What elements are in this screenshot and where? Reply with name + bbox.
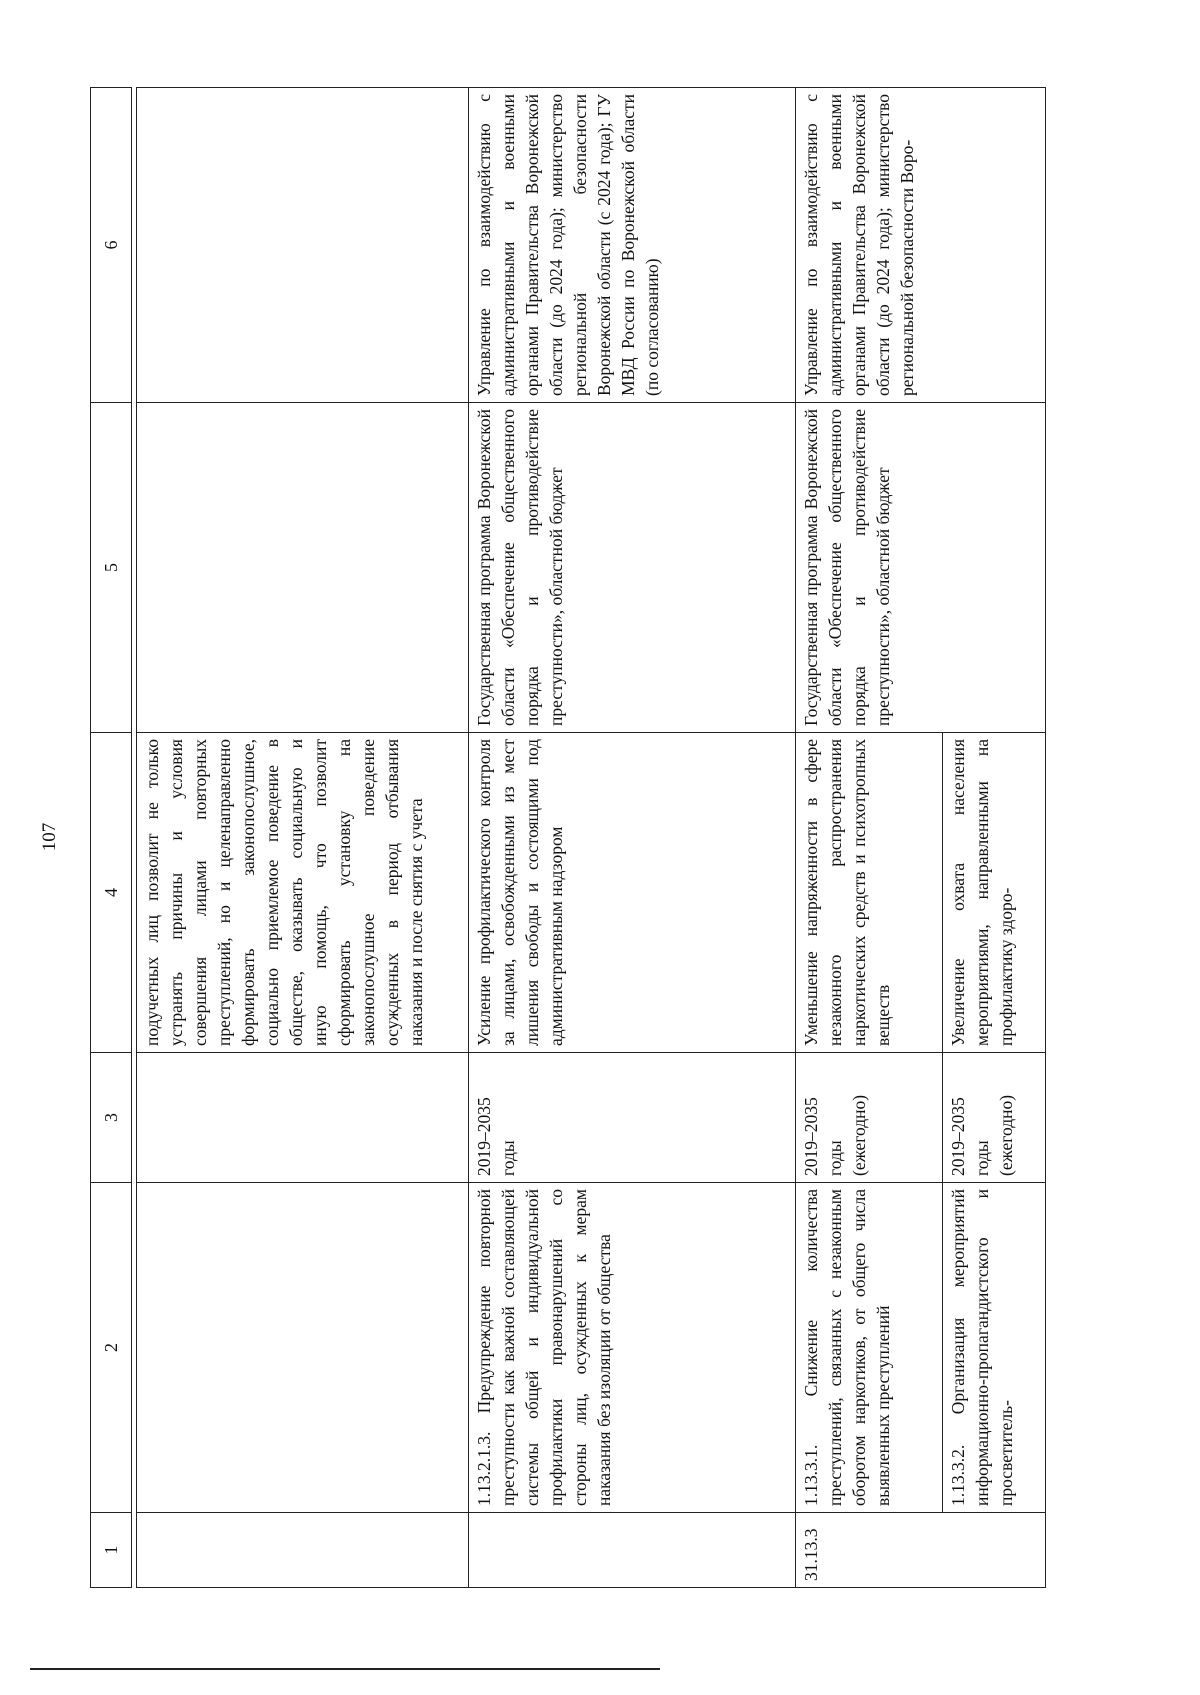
row-period: 2019–2035 годы (ежегодно) (796, 1053, 943, 1183)
table-row (469, 88, 796, 1588)
row-code: 31.13.3 (796, 1513, 1046, 1588)
column-header-4: 4 (91, 733, 132, 1053)
column-header-3: 3 (91, 1053, 132, 1183)
column-header-2: 2 (91, 1183, 132, 1513)
row-result: Увеличение охвата населения мероприятиями, направленными на профилактику здоро- (943, 733, 1046, 1053)
table-header-row (91, 88, 132, 1588)
rotated-table-wrapper (90, 88, 1090, 1588)
row-period: 2019–2035 годы (ежегодно) (943, 1053, 1046, 1183)
column-header-5: 5 (91, 403, 132, 733)
row-executor (137, 88, 469, 403)
table-row (796, 88, 943, 1588)
row-executor: Управление по взаимодействию с административными и военными органами Правительства Воронежской области (до 2024 года); министерство региональной безопасности Воронежской области (с 2024 года); ГУ МВД России по Воронежской области (по согласованию) (469, 88, 796, 403)
row-code (469, 1513, 796, 1588)
activities-table (90, 87, 1046, 1588)
page-number: 107 (39, 822, 60, 852)
row-measure: 1.13.3.1. Снижение количества преступлений, связанных с незаконным оборотом наркотиков, от общего числа выявленных преступлений (796, 1183, 943, 1513)
row-measure (137, 1183, 469, 1513)
table-row (137, 88, 469, 1588)
row-program: Государственная программа Воронежской области «Обеспечение общественного порядка и противодействие преступности», областной бюджет (796, 403, 1046, 733)
row-measure: 1.13.3.2. Организация мероприятий информационно-пропагандистского и просветитель- (943, 1183, 1046, 1513)
row-result: Уменьшение напряженности в сфере незаконного распространения наркотических средств и психотропных веществ (796, 733, 943, 1053)
row-measure: 1.13.2.1.3. Предупреждение повторной преступности как важной составляющей системы общей и индивидуальной профилактики правонарушений со стороны лиц, осужденных к мерам наказания без изоляции от общества (469, 1183, 796, 1513)
row-period: 2019–2035 годы (469, 1053, 796, 1183)
row-code (137, 1513, 469, 1588)
row-result: Усиление профилактического контроля за лицами, освобожденными из мест лишения свободы и состоящими под административным надзором (469, 733, 796, 1053)
column-header-1: 1 (91, 1513, 132, 1588)
row-program: Государственная программа Воронежской области «Обеспечение общественного порядка и противодействие преступности», областной бюджет (469, 403, 796, 733)
row-executor: Управление по взаимодействию с административными и военными органами Правительства Воронежской области (до 2024 года); министерство региональной безопасности Воро- (796, 88, 1046, 403)
column-header-6: 6 (91, 88, 132, 403)
bottom-rule-divider (30, 1668, 660, 1670)
row-period (137, 1053, 469, 1183)
row-result: подучетных лиц позволит не только устранять причины и условия совершения лицами повторных преступлений, но и целенаправленно формировать законопослушное, социально приемлемое поведение в обществе, оказывать социальную и иную помощь, что позволит сформировать установку на законопослушное поведение осужденных в период отбывания наказания и после снятия с учета (137, 733, 469, 1053)
row-program (137, 403, 469, 733)
